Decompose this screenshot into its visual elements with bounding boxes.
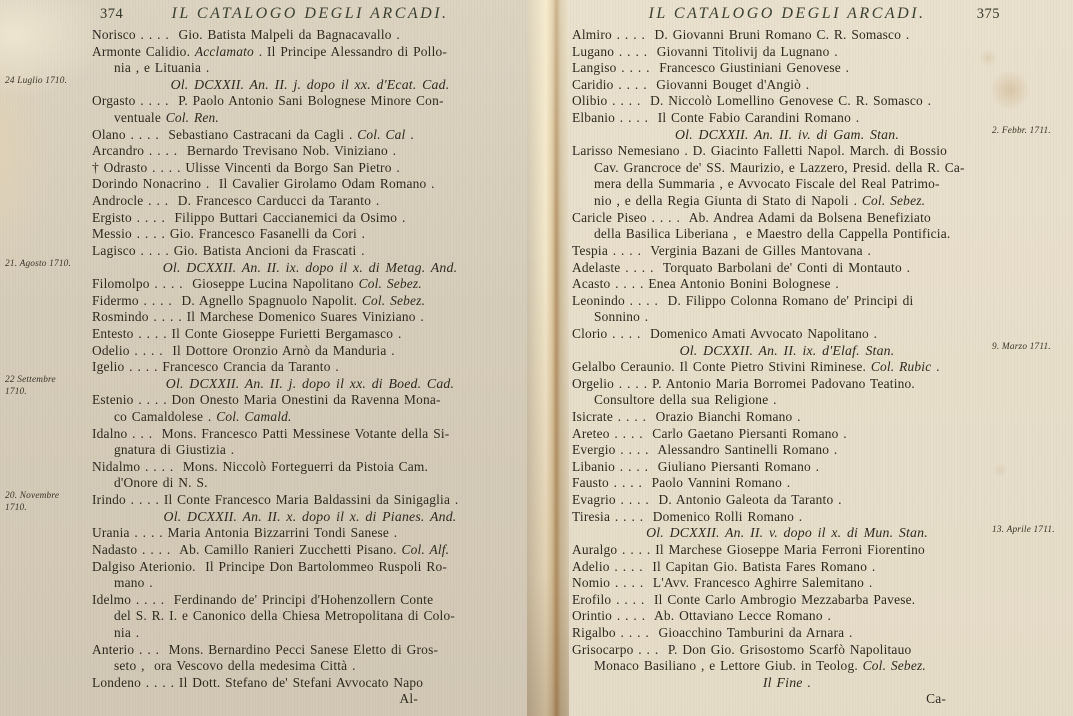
catalog-continuation-line: della Basilica Liberiana , e Maestro della Cappella Pontificia. xyxy=(594,226,951,242)
margin-date-note: 13. Aprile 1711. xyxy=(992,524,1055,535)
catalog-entry-line: Langiso . . . . Francesco Giustiniani Genovese . xyxy=(572,60,850,76)
catalog-continuation-line: del S. R. I. e Canonico della Chiesa Metropolitana di Colo- xyxy=(114,608,456,624)
catalog-entry-line: Tespia . . . . Verginia Bazani de Gilles Mantovana . xyxy=(572,242,872,258)
olympiad-heading: Ol. DCXXII. An. II. x. dopo il x. di Pianes. And. xyxy=(163,508,457,524)
catalog-continuation-line: co Camaldolese . Col. Camald. xyxy=(114,409,292,425)
catalog-continuation-line: mera della Summaria , e Avvocato Fiscale del Real Patrimo- xyxy=(594,176,940,192)
catalog-continuation-line: Monaco Basiliano , e Lettore Giub. in Teolog. Col. Sebez. xyxy=(594,658,926,674)
catalog-entry-line: Rigalbo . . . . Gioacchino Tamburini da Arnara . xyxy=(572,624,853,640)
catalog-entry-line: Ergisto . . . . Filippo Buttari Caccianemici da Osimo . xyxy=(92,209,406,225)
catalog-entry-line: Almiro . . . . D. Giovanni Bruni Romano C. R. Somasco . xyxy=(572,27,910,42)
catalog-entry-line: Messio . . . . Gio. Francesco Fasanelli da Cori . xyxy=(92,226,366,242)
catalog-entry-line: Armonte Calidio. Acclamato . Il Principe Alessandro di Pollo- xyxy=(92,43,448,59)
catalog-entry-line: Fausto . . . . Paolo Vannini Romano . xyxy=(572,475,791,491)
olympiad-heading: Ol. DCXXII. An. II. ix. dopo il x. di Metag. And. xyxy=(162,259,458,275)
margin-date-note: 21. Agosto 1710. xyxy=(5,258,72,269)
catalog-entry-line: Adelaste . . . . Torquato Barbolani de' Conti di Montauto . xyxy=(572,259,911,275)
catalog-entry-line: Dorindo Nonacrino . Il Cavalier Girolamo Odam Romano . xyxy=(92,176,435,192)
olympiad-heading: Ol. DCXXII. An. II. j. dopo il xx. di Boed. Cad. xyxy=(165,375,455,391)
catalog-entry-line: Auralgo . . . . Il Marchese Gioseppe Maria Ferroni Fiorentino xyxy=(572,541,925,557)
catalog-entry-line: Androcle . . . D. Francesco Carducci da Taranto . xyxy=(92,193,380,209)
margin-date-note: 24 Luglio 1710. xyxy=(5,75,68,86)
catalog-entry-line: Fidermo . . . . D. Agnello Spagnuolo Napolit. Col. Sebez. xyxy=(92,292,426,308)
catalog-entry-line: Arcandro . . . . Bernardo Trevisano Nob. Viniziano . xyxy=(92,143,397,159)
catalog-entry-line: Areteo . . . . Carlo Gaetano Piersanti Romano . xyxy=(572,425,847,441)
right-page-title: IL CATALOGO DEGLI ARCADI. xyxy=(648,5,926,22)
catalog-entry-line: Rosmindo . . . . Il Marchese Domenico Suares Viniziano . xyxy=(92,309,424,325)
olympiad-heading: Ol. DCXXII. An. II. iv. di Gam. Stan. xyxy=(675,126,899,142)
catalog-entry-line: Isicrate . . . . Orazio Bianchi Romano . xyxy=(572,409,801,425)
catalog-entry-line: Nidalmo . . . . Mons. Niccolò Forteguerri da Pistoia Cam. xyxy=(92,458,429,474)
catalog-entry-line: Igelio . . . . Francesco Crancia da Taranto . xyxy=(92,359,339,375)
catalog-entry-line: Nadasto . . . . Ab. Camillo Ranieri Zucchetti Pisano. Col. Alf. xyxy=(92,541,450,557)
left-page-header xyxy=(92,5,528,27)
catalog-entry-line: Evagrio . . . . D. Antonio Galeota da Taranto . xyxy=(572,492,842,508)
catalog-entry-line: Irindo . . . . Il Conte Francesco Maria Baldassini da Sinigaglia . xyxy=(92,492,459,508)
catalog-entry-line: Acasto . . . . Enea Antonio Bonini Bolognese . xyxy=(572,276,839,292)
catalog-entry-line: Norisco . . . . Gio. Batista Malpeli da Bagnacavallo . xyxy=(92,27,400,42)
olympiad-heading: Ol. DCXXII. An. II. j. dopo il xx. d'Ecat. Cad. xyxy=(170,76,450,92)
left-page-title: IL CATALOGO DEGLI ARCADI. xyxy=(171,5,449,22)
catalog-entry-line: Anterio . . . Mons. Bernardino Pecci Sanese Eletto di Gros- xyxy=(92,641,439,657)
catchword: Ca- xyxy=(926,691,946,707)
catalog-entry-line: Lugano . . . . Giovanni Titolivij da Lugnano . xyxy=(572,43,838,59)
catalog-continuation-line: d'Onore di N. S. xyxy=(114,475,208,491)
catalog-continuation-line: Consultore della sua Religione . xyxy=(594,392,777,408)
catalog-continuation-line: Cav. Grancroce de' SS. Maurizio, e Lazzero, Presid. della R. Ca- xyxy=(594,159,965,175)
catalog-entry-line: Urania . . . . Maria Antonia Bizzarrini Tondi Sanese . xyxy=(92,525,398,541)
catalog-continuation-line: ventuale Col. Ren. xyxy=(114,110,219,126)
book-gutter xyxy=(527,0,569,716)
catalog-entry-line: Erofilo . . . . Il Conte Carlo Ambrogio Mezzabarba Pavese. xyxy=(572,591,916,607)
margin-date-note: 22 Settembre 1710. xyxy=(5,375,56,397)
left-page-number: 374 xyxy=(100,6,124,22)
catalog-entry-line: Adelio . . . . Il Capitan Gio. Batista Fares Romano . xyxy=(572,558,876,574)
catalog-entry-line: Odelio . . . . Il Dottore Oronzio Arnò da Manduria . xyxy=(92,342,395,358)
right-text-column xyxy=(572,27,1002,708)
catalog-entry-line: Londeno . . . . Il Dott. Stefano de' Stefani Avvocato Napo xyxy=(92,674,424,690)
catalog-entry-line: Orgelio . . . . P. Antonio Maria Borromei Padovano Teatino. xyxy=(572,375,915,391)
left-text-column xyxy=(92,27,528,708)
catalog-entry-line: Gelalbo Ceraunio. Il Conte Pietro Stivini Riminese. Col. Rubic . xyxy=(572,359,940,375)
catalog-continuation-line: nia . xyxy=(114,624,140,640)
catalog-entry-line: Caridio . . . . Giovanni Bouget d'Angiò . xyxy=(572,76,810,92)
catalog-entry-line: Libanio . . . . Giuliano Piersanti Romano . xyxy=(572,458,820,474)
catalog-continuation-line: gnatura di Giustizia . xyxy=(114,442,235,458)
catalog-entry-line: Tiresia . . . . Domenico Rolli Romano . xyxy=(572,508,803,524)
margin-date-note: 2. Febbr. 1711. xyxy=(992,125,1051,136)
catalog-entry-line: Clorio . . . . Domenico Amati Avvocato Napolitano . xyxy=(572,325,878,341)
margin-date-note: 9. Marzo 1711. xyxy=(992,341,1051,352)
right-page-header xyxy=(572,5,1002,27)
catchword: Al- xyxy=(399,691,418,707)
catalog-entry-line: Olibio . . . . D. Niccolò Lomellino Genovese C. R. Somasco . xyxy=(572,93,932,109)
catalog-entry-line: Idelmo . . . . Ferdinando de' Principi d'Hohenzollern Conte xyxy=(92,591,434,607)
right-margin-notes xyxy=(992,0,1070,716)
catalog-entry-line: Dalgiso Aterionio. Il Principe Don Bartolommeo Ruspoli Ro- xyxy=(92,558,448,574)
left-margin-notes xyxy=(5,0,89,716)
catalog-entry-line: Grisocarpo . . . P. Don Gio. Grisostomo Scarfò Napolitauo xyxy=(572,641,912,657)
catalog-entry-line: Larisso Nemesiano . D. Giacinto Falletti Napol. March. di Bossio xyxy=(572,143,948,159)
catalog-entry-line: Lagisco . . . . Gio. Batista Ancioni da Frascati . xyxy=(92,242,365,258)
catalog-continuation-line: nio , e della Regia Giunta di Stato di Napoli . Col. Sebez. xyxy=(594,193,926,209)
catalog-continuation-line: nia , e Lituania . xyxy=(114,60,210,76)
catalog-entry-line: Elbanio . . . . Il Conte Fabio Carandini Romano . xyxy=(572,110,860,126)
catalog-continuation-line: mano . xyxy=(114,575,153,591)
catalog-entry-line: Leonindo . . . . D. Filippo Colonna Romano de' Principi di xyxy=(572,292,914,308)
catalog-entry-line: Olano . . . . Sebastiano Castracani da Cagli . Col. Cal . xyxy=(92,126,414,142)
catalog-entry-line: Orgasto . . . . P. Paolo Antonio Sani Bolognese Minore Con- xyxy=(92,93,444,109)
olympiad-heading: Ol. DCXXII. An. II. v. dopo il x. di Mun. Stan. xyxy=(646,525,928,541)
margin-date-note: 20. Novembre 1710. xyxy=(5,491,60,513)
catalog-entry-line: † Odrasto . . . . Ulisse Vincenti da Borgo San Pietro . xyxy=(92,159,400,175)
catalog-entry-line: Entesto . . . . Il Conte Gioseppe Furietti Bergamasco . xyxy=(92,325,402,341)
catalog-entry-line: Evergio . . . . Alessandro Santinelli Romano . xyxy=(572,442,838,458)
catalog-entry-line: Orintio . . . . Ab. Ottaviano Lecce Romano . xyxy=(572,608,832,624)
fine-marker: Il Fine . xyxy=(762,674,812,690)
catalog-entry-line: Nomio . . . . L'Avv. Francesco Aghirre Salemitano . xyxy=(572,575,873,591)
catalog-entry-line: Caricle Piseo . . . . Ab. Andrea Adami da Bolsena Benefiziato xyxy=(572,209,931,225)
catalog-continuation-line: seto , ora Vescovo della medesima Città . xyxy=(114,658,356,674)
catalog-entry-line: Filomolpo . . . . Gioseppe Lucina Napolitano Col. Sebez. xyxy=(92,276,422,292)
right-page-number: 375 xyxy=(976,6,1000,22)
olympiad-heading: Ol. DCXXII. An. II. ix. d'Elaf. Stan. xyxy=(679,342,895,358)
catalog-entry-line: Idalno . . . Mons. Francesco Patti Messinese Votante della Si- xyxy=(92,425,450,441)
catalog-entry-line: Estenio . . . . Don Onesto Maria Onestini da Ravenna Mona- xyxy=(92,392,441,408)
catalog-continuation-line: Sonnino . xyxy=(594,309,649,325)
